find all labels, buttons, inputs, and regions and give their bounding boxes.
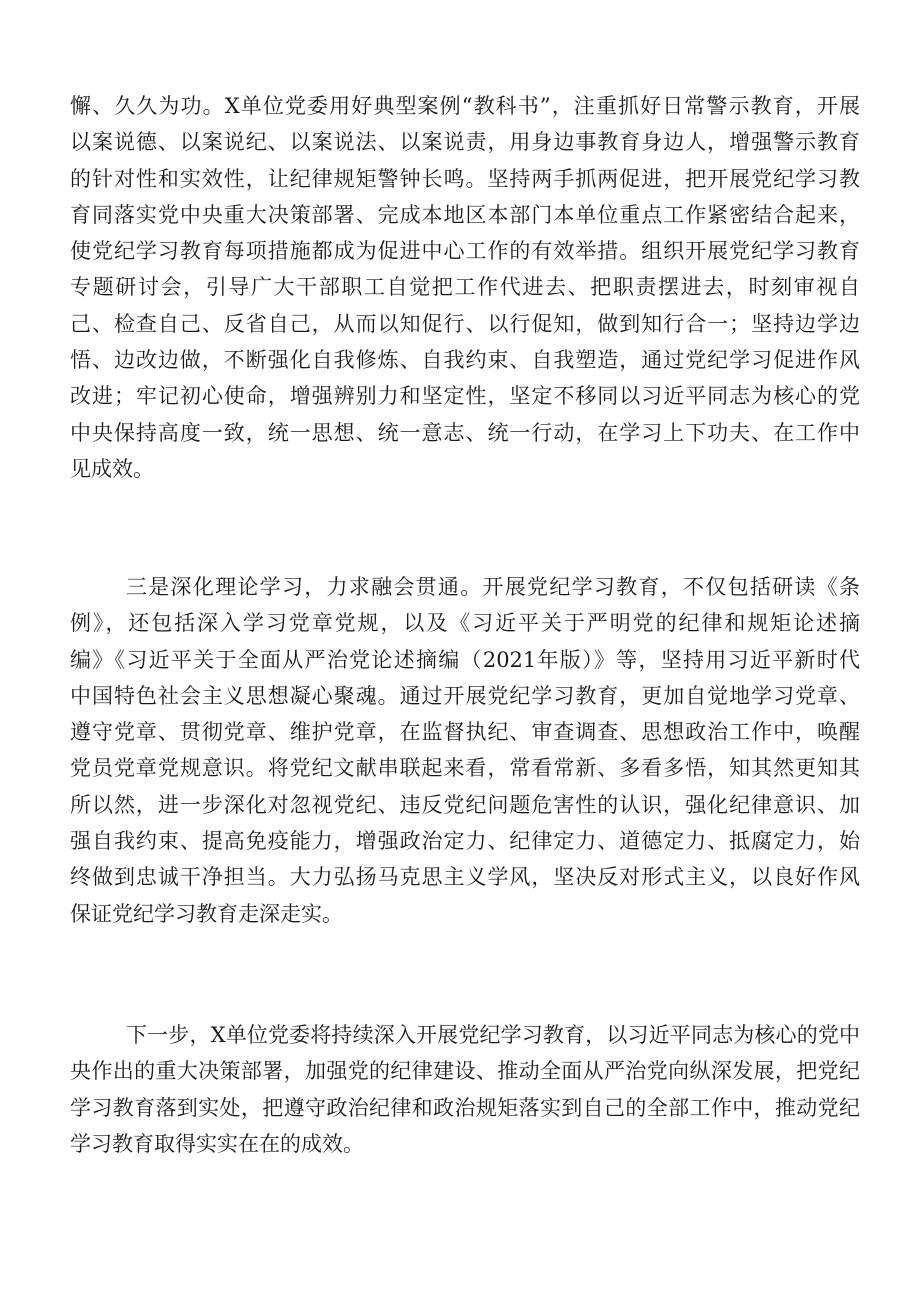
- text-line: 中央保持高度一致，统一思想、统一意志、统一行动，在学习上下功夫、在工作中: [70, 420, 860, 445]
- text-line: 己、检查自己、反省自己，从而以知促行、以行促知，做到知行合一；坚持边学边: [70, 311, 860, 336]
- text-line: 改进；牢记初心使命，增强辨别力和坚定性，坚定不移同以习近平同志为核心的党: [70, 384, 860, 409]
- text-line: 例》，还包括深入学习党章党规，以及《习近平关于严明党的纪律和规矩论述摘: [70, 611, 860, 636]
- text-line: 强自我约束、提高免疫能力，增强政治定力、纪律定力、道德定力、抵腐定力，始: [70, 829, 860, 854]
- text-line: 三是深化理论学习，力求融会贯通。开展党纪学习教育，不仅包括研读《条: [126, 575, 860, 599]
- text-line: 下一步，X单位党委将持续深入开展党纪学习教育，以习近平同志为核心的党中: [126, 1023, 860, 1047]
- text-line: 专题研讨会，引导广大干部职工自觉把工作代进去、把职责摆进去，时刻审视自: [70, 275, 860, 300]
- text-line: 见成效。: [70, 456, 154, 481]
- text-line: 学习教育落到实处，把遵守政治纪律和政治规矩落实到自己的全部工作中，推动党纪: [70, 1095, 860, 1120]
- text-line: 编》《习近平关于全面从严治党论述摘编（2021年版）》等，坚持用习近平新时代: [70, 647, 860, 672]
- text-line: 党员党章党规意识。将党纪文献串联起来看，常看常新、多看多悟，知其然更知其: [70, 756, 860, 781]
- text-line: 育同落实党中央重大决策部署、完成本地区本部门本单位重点工作紧密结合起来，: [70, 202, 860, 227]
- text-line: 中国特色社会主义思想凝心聚魂。通过开展党纪学习教育，更加自觉地学习党章、: [70, 683, 860, 708]
- text-line: 终做到忠诚干净担当。大力弘扬马克思主义学风，坚决反对形式主义，以良好作风: [70, 865, 860, 890]
- text-line: 遵守党章、贯彻党章、维护党章，在监督执纪、审查调查、思想政治工作中，唤醒: [70, 720, 860, 745]
- text-line: 懈、久久为功。X单位党委用好典型案例“教科书”，注重抓好日常警示教育，开展: [70, 94, 860, 118]
- paragraph-warning-education: [70, 88, 860, 487]
- text-line: 央作出的重大决策部署，加强党的纪律建设、推动全面从严治党向纵深发展，把党纪: [70, 1059, 860, 1084]
- text-line: 使党纪学习教育每项措施都成为促进中心工作的有效举措。组织开展党纪学习教育: [70, 239, 860, 264]
- text-line: 学习教育取得实实在在的成效。: [70, 1131, 364, 1156]
- text-line: 悟、边改边做，不断强化自我修炼、自我约束、自我塑造，通过党纪学习促进作风: [70, 348, 860, 373]
- text-line: 以案说德、以案说纪、以案说法、以案说责，用身边事教育身边人，增强警示教育: [70, 130, 860, 155]
- paragraph-next-steps: [70, 1017, 860, 1162]
- text-line: 的针对性和实效性，让纪律规矩警钟长鸣。坚持两手抓两促进，把开展党纪学习教: [70, 166, 860, 191]
- text-line: 保证党纪学习教育走深走实。: [70, 901, 343, 926]
- paragraph-theory-study: [70, 569, 860, 932]
- text-line: 所以然，进一步深化对忽视党纪、违反党纪问题危害性的认识，强化纪律意识、加: [70, 792, 860, 817]
